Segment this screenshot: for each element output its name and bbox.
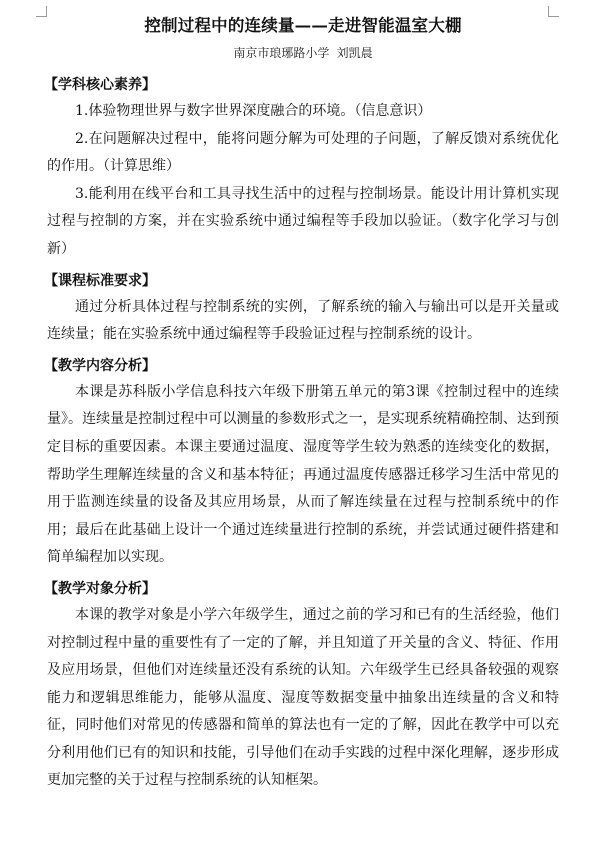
section-learner-analysis: [44, 576, 559, 795]
paragraph: 3.能利用在线平台和工具寻找生活中的过程与控制场景。能设计用计算机实现过程与控制的方案，并在实验系统中通过编程等手段加以验证。（数字化学习与创新）: [47, 185, 559, 257]
section-curriculum-standard: [44, 268, 559, 349]
document-title: 控制过程中的连续量——走进智能温室大棚: [144, 16, 462, 35]
section-core-literacy: [44, 72, 559, 264]
document-page: [44, 14, 559, 795]
paragraph: 2.在问题解决过程中，能将问题分解为可处理的子问题，了解反馈对系统优化的作用。（计算思维）: [47, 130, 559, 175]
section-heading: 【课程标准要求】: [44, 272, 156, 289]
page-corner-mark-left: [36, 6, 47, 17]
author-line: 南京市琅琊路小学 刘凯晨: [233, 46, 373, 60]
paragraph: 1.体验物理世界与数字世界深度融合的环境。（信息意识）: [75, 103, 432, 119]
section-content-analysis: [44, 353, 559, 572]
section-heading: 【教学对象分析】: [44, 580, 156, 597]
paragraph: 本课的教学对象是小学六年级学生，通过之前的学习和已有的生活经验，他们对控制过程中量的重要性有了一定的了解，并且知道了开关量的含义、特征、作用及应用场景，但他们对连续量还没有系统的认知。六年级学生已经具备较强的观察能力和逻辑思维能力，能够从温度、湿度等数据变量中抽象出连续量的含义和特征，同时他们对常见的传感器和简单的算法也有一定的了解，因此在教学中可以充分利用他们已有的知识和技能，引导他们在动手实践的过程中深化理解，逐步形成更加完整的关于过程与控制系统的认知框架。: [47, 606, 559, 789]
section-heading: 【学科核心素养】: [44, 77, 156, 93]
paragraph: 通过分析具体过程与控制系统的实例，了解系统的输入与输出可以是开关量或连续量；能在实验系统中通过编程等手段验证过程与控制系统的设计。: [47, 298, 559, 343]
section-heading: 【教学内容分析】: [44, 357, 156, 374]
paragraph: 本课是苏科版小学信息科技六年级下册第五单元的第3课《控制过程中的连续量》。连续量是控制过程中可以测量的参数形式之一，是实现系统精确控制、达到预定目标的重要因素。本课主要通过温度、湿度等学生较为熟悉的连续变化的数据，帮助学生理解连续量的含义和基本特征；再通过温度传感器迁移学习生活中常见的用于监测连续量的设备及其应用场景，从而了解连续量在过程与控制系统中的作用；最后在此基础上设计一个通过连续量进行控制的系统，并尝试通过硬件搭建和简单编程加以实现。: [47, 383, 559, 566]
